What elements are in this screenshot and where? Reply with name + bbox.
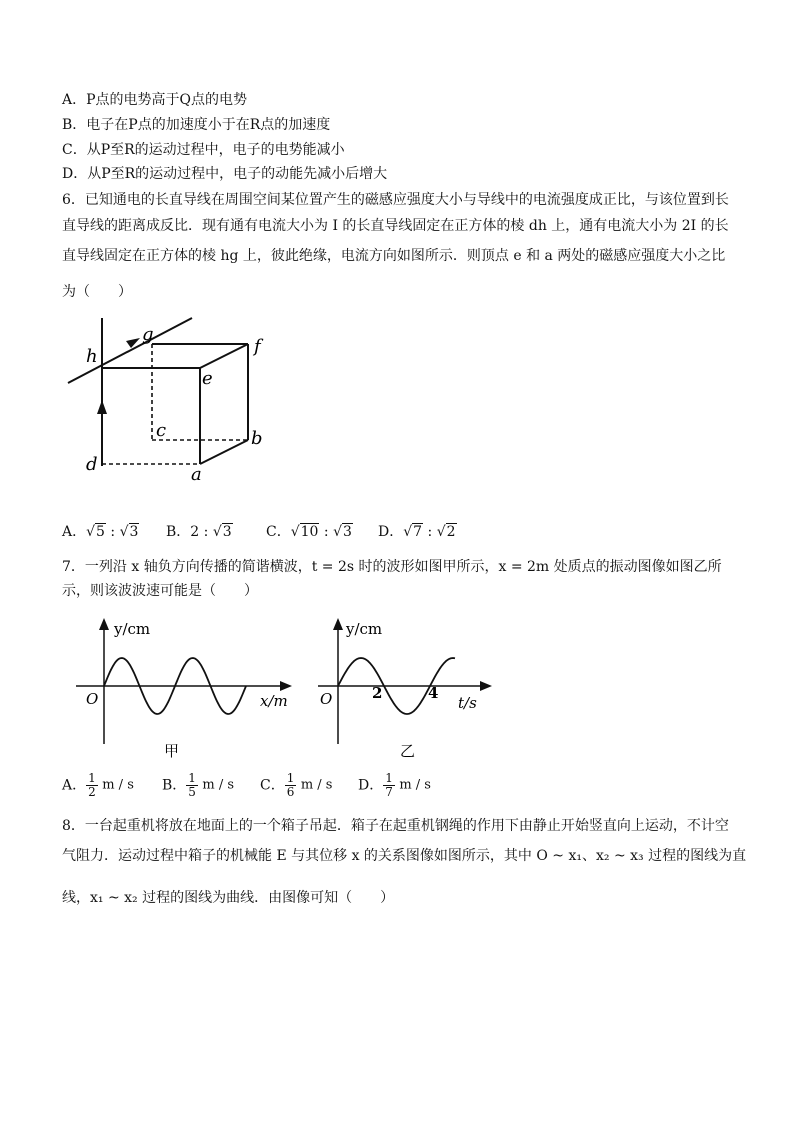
q7-stem-line2: 示，则该波波速可能是（ ） <box>62 583 258 599</box>
q6-option-c: C．√10 : √3 <box>266 524 352 540</box>
q7-graph-jia <box>70 614 300 764</box>
label-b: b <box>251 428 263 449</box>
q8-stem-line3: 线，x₁ ~ x₂ 过程的图线为曲线．由图像可知（ ） <box>62 890 395 906</box>
q7-option-b: B． $\frac{1}{5}$ m / s <box>162 771 235 799</box>
q7-options <box>62 772 482 806</box>
q6-cube-figure <box>60 316 280 496</box>
jia-caption: 甲 <box>164 742 180 760</box>
q5-option-c: C．从P至R的运动过程中，电子的电势能减小 <box>62 142 345 158</box>
label-f: f <box>254 336 261 357</box>
yi-tick-4: 4 <box>428 684 439 702</box>
jia-xlabel: x/m <box>260 692 288 710</box>
q6-stem-line1: 6．已知通电的长直导线在周围空间某位置产生的磁感应强度大小与导线中的电流强度成正比，与该位置到长 <box>62 192 729 208</box>
q7-graph-yi <box>312 614 502 764</box>
label-c: c <box>156 420 167 441</box>
yi-caption: 乙 <box>400 742 416 760</box>
jia-ylabel: y/cm <box>114 620 151 638</box>
q5-option-d: D．从P至R的运动过程中，电子的动能先减小后增大 <box>62 166 388 182</box>
jia-origin: O <box>86 690 99 708</box>
q6-stem-line4: 为（ ） <box>62 284 132 300</box>
label-g: g <box>142 324 154 345</box>
q8-stem-line2: 气阻力．运动过程中箱子的机械能 E 与其位移 x 的关系图像如图所示，其中 O ~ x₁、x₂ ~ x₃ 过程的图线为直 <box>62 848 747 864</box>
q6-option-b: B．2 : √3 <box>166 524 232 540</box>
yi-ylabel: y/cm <box>346 620 383 638</box>
q6-options <box>62 522 482 544</box>
yi-tick-2: 2 <box>372 684 383 702</box>
yi-origin: O <box>320 690 333 708</box>
label-a: a <box>191 464 202 485</box>
label-d: d <box>86 454 98 475</box>
q8-stem-line1: 8．一台起重机将放在地面上的一个箱子吊起．箱子在起重机钢绳的作用下由静止开始竖直向上运动，不计空 <box>62 818 729 834</box>
q7-stem-line1: 7．一列沿 x 轴负方向传播的简谐横波，t = 2s 时的波形如图甲所示，x = 2m 处质点的振动图像如图乙所 <box>62 559 722 575</box>
q7-option-c: C． $\frac{1}{6}$ m / s <box>260 771 333 799</box>
q6-option-a: A．√5 : √3 <box>62 524 139 540</box>
q7-option-d: D． $\frac{1}{7}$ m / s <box>358 771 431 799</box>
label-h: h <box>86 346 98 367</box>
yi-xlabel: t/s <box>458 694 477 712</box>
q7-option-a: A． $\frac{1}{2}$ m / s <box>62 771 134 799</box>
q6-stem-line3: 直导线固定在正方体的棱 hg 上，彼此绝缘，电流方向如图所示．则顶点 e 和 a 两处的磁感应强度大小之比 <box>62 248 726 264</box>
label-e: e <box>202 368 213 389</box>
q5-option-b: B．电子在P点的加速度小于在R点的加速度 <box>62 117 331 133</box>
q6-option-d: D．√7 : √2 <box>378 524 456 540</box>
q5-option-a: A．P点的电势高于Q点的电势 <box>62 92 248 108</box>
q6-stem-line2: 直导线的距离成反比．现有通有电流大小为 I 的长直导线固定在正方体的棱 dh 上，通有电流大小为 2I 的长 <box>62 218 729 234</box>
